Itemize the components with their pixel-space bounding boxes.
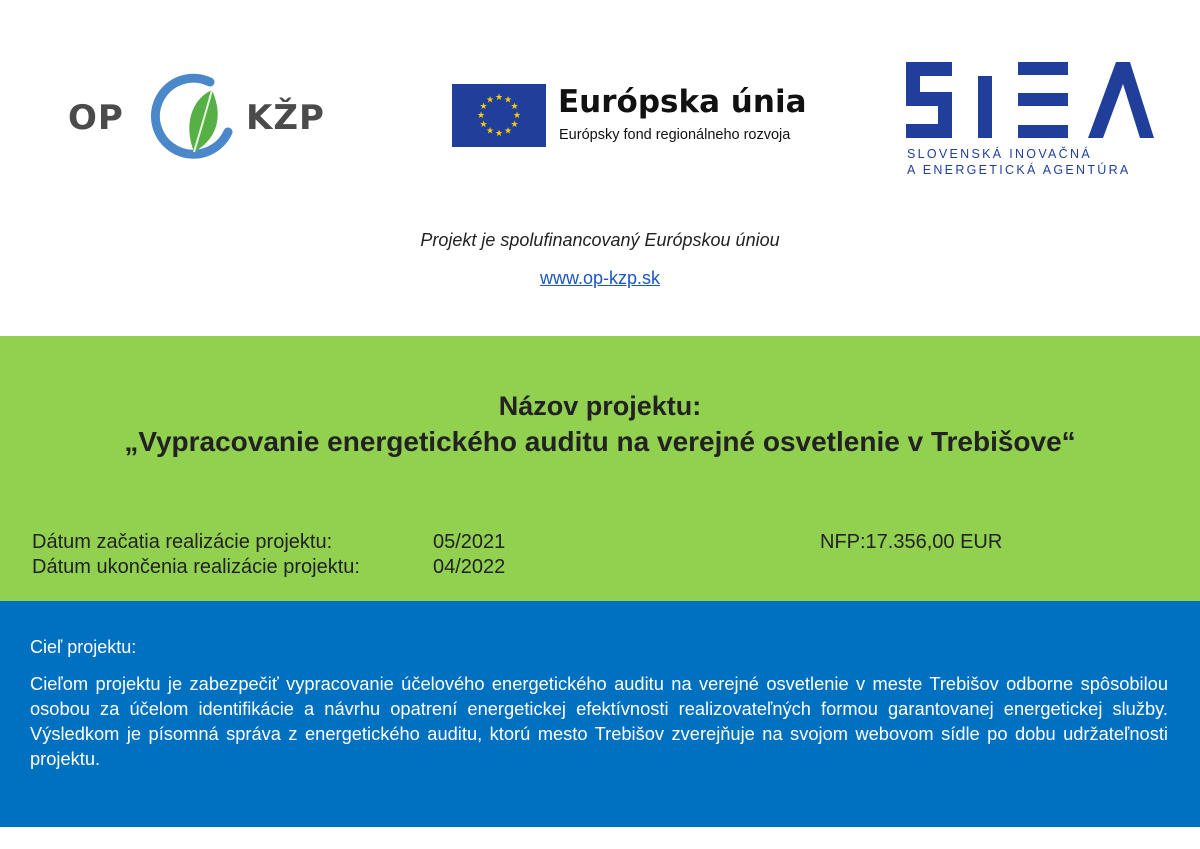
project-name-label: Názov projektu: (498, 391, 702, 421)
eu-logo (452, 84, 852, 148)
eu-flag-icon (452, 84, 546, 147)
svg-text:★: ★ (479, 102, 488, 112)
end-date-label: Dátum ukončenia realizácie projektu: (32, 556, 360, 578)
op-kzp-logo-kzp-text: KŽP (246, 98, 325, 138)
eu-subtitle: Európsky fond regionálneho rozvoja (559, 127, 791, 143)
siea-wordmark-icon (900, 62, 1155, 138)
op-kzp-logo (68, 70, 343, 162)
end-date-value: 04/2022 (433, 556, 506, 578)
start-date-value: 05/2021 (433, 531, 506, 553)
start-date-label: Dátum začatia realizácie projektu: (32, 531, 333, 553)
siea-name-line2: A ENERGETICKÁ AGENTÚRA (907, 163, 1131, 177)
op-kzp-logo-op-text: OP (68, 98, 124, 138)
svg-text:★: ★ (512, 111, 522, 121)
svg-text:★: ★ (494, 129, 504, 139)
svg-text:★: ★ (485, 95, 495, 106)
svg-text:★: ★ (479, 120, 488, 130)
goal-text: Cieľom projektu je zabezpečiť vypracovanie účelového energetického auditu na verejné osvetlenie v meste Trebišov odborne spôsobilou osobou za účelom identifikácie a návrhu opatrení energetickej efektívnosti realizovateľných formou garantovanej energetickej služby. Výsledkom je písomná správa z energetického auditu, ktorú mesto Trebišov zverejňuje na svojom webovom sídle po dobu udržateľnosti projektu. (30, 673, 1168, 769)
svg-text:★: ★ (510, 102, 519, 112)
svg-text:★: ★ (510, 120, 519, 130)
leaf-ring-icon (150, 72, 242, 162)
siea-name-line1: SLOVENSKÁ INOVAČNÁ (907, 147, 1092, 161)
project-info-band (0, 336, 1200, 601)
siea-logo (900, 62, 1160, 180)
eu-title: Európska únia (558, 84, 807, 120)
project-goal-band (0, 601, 1200, 827)
website-link-wrapper (0, 266, 1200, 290)
svg-text:★: ★ (485, 126, 495, 137)
goal-title: Cieľ projektu: (30, 637, 137, 657)
project-name: „Vypracovanie energetického auditu na verejné osvetlenie v Trebišove“ (124, 426, 1076, 457)
svg-text:★: ★ (494, 93, 504, 103)
svg-text:★: ★ (476, 111, 486, 121)
svg-text:★: ★ (503, 95, 513, 106)
cofinanced-statement: Projekt je spolufinancovaný Európskou úniou (420, 230, 780, 250)
website-link[interactable]: www.op-kzp.sk (539, 268, 661, 288)
svg-text:★: ★ (503, 126, 513, 137)
nfp-amount: NFP:17.356,00 EUR (820, 531, 1003, 553)
